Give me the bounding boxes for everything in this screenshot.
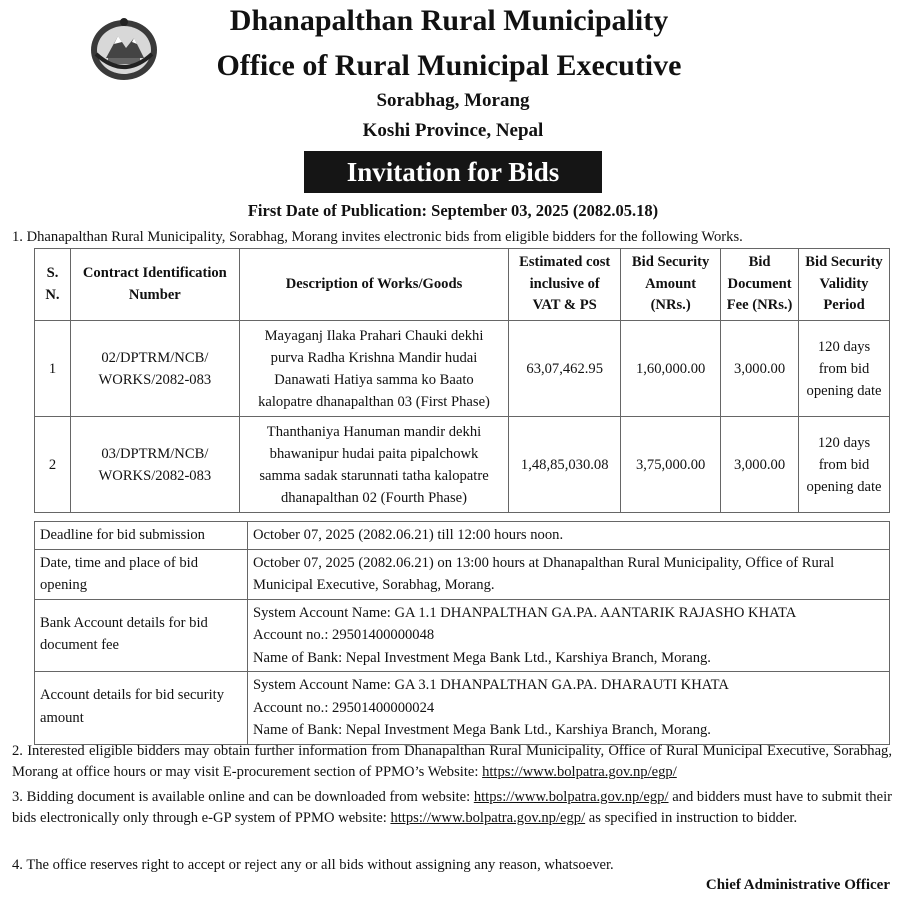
notice-title-banner: Invitation for Bids (304, 151, 602, 193)
detail-label: Bank Account details for bid document fee (35, 599, 248, 672)
detail-row-fee-account (35, 599, 890, 672)
paragraph-2: 2. Interested eligible bidders may obtain further information from Dhanapalthan Rural Municipality, Office of Rural Municipal Executive, Sorabhag, Morang at office hours or may visit E-procurement section of PPMO’s Website: https://www.bolpatra.gov.np/egp/ (12, 743, 892, 780)
detail-row-opening (35, 549, 890, 599)
cell-validity: 120 days from bid opening date (799, 417, 890, 513)
paragraph-3: 3. Bidding document is available online and can be downloaded from website: https://www.bolpatra.gov.np/egp/ and bidders must have to submit their bids electronically only through e-GP system of PPMO website: https://www.bolpatra.gov.np/egp/ as specified in instruction to bidder. (12, 789, 892, 826)
col-header-security: Bid Security Amount (NRs.) (621, 249, 721, 321)
col-header-sn: S. N. (35, 249, 71, 321)
cell-fee: 3,000.00 (721, 321, 799, 417)
cell-security: 1,60,000.00 (621, 321, 721, 417)
col-header-contract: Contract Identification Number (70, 249, 239, 321)
cell-contract: 02/DPTRM/NCB/ WORKS/2082-083 (70, 321, 239, 417)
office-name: Office of Rural Municipal Executive (216, 49, 682, 82)
bolpatra-link[interactable]: https://www.bolpatra.gov.np/egp/ (473, 789, 669, 805)
cell-fee: 3,000.00 (721, 417, 799, 513)
bolpatra-link[interactable]: https://www.bolpatra.gov.np/egp/ (482, 764, 677, 780)
works-table (34, 248, 890, 513)
detail-row-security-account (35, 672, 890, 745)
cell-contract: 03/DPTRM/NCB/ WORKS/2082-083 (70, 417, 239, 513)
col-header-description: Description of Works/Goods (239, 249, 508, 321)
publication-date: First Date of Publication: September 03, 2025 (2082.05.18) (247, 201, 659, 220)
address-line: Sorabhag, Morang (376, 90, 530, 111)
cell-cost: 63,07,462.95 (509, 321, 621, 417)
detail-row-deadline (35, 522, 890, 550)
detail-value: System Account Name: GA 1.1 DHANPALTHAN GA.PA. AANTARIK RAJASHO KHATA Account no.: 29501400000048 Name of Bank: Nepal Investment Mega Bank Ltd., Karshiya Branch, Morang. (248, 599, 890, 672)
cell-description: Mayaganj Ilaka Prahari Chauki dekhi purva Radha Krishna Mandir hudai Danawati Hatiya samma ko Baato kalopatre dhanapalthan 03 (First Phase) (239, 321, 508, 417)
cell-sn: 2 (35, 417, 71, 513)
cell-security: 3,75,000.00 (621, 417, 721, 513)
bid-details-table (34, 521, 890, 745)
detail-label: Deadline for bid submission (35, 522, 248, 550)
table-row (35, 321, 890, 417)
cell-description: Thanthaniya Hanuman mandir dekhi bhawanipur hudai paita pipalchowk samma sadak starunnati tatha kalopatre dhanapalthan 02 (Fourth Phase) (239, 417, 508, 513)
col-header-fee: Bid Document Fee (NRs.) (721, 249, 799, 321)
detail-label: Date, time and place of bid opening (35, 549, 248, 599)
province-line: Koshi Province, Nepal (362, 120, 544, 141)
table-row (35, 417, 890, 513)
col-header-cost: Estimated cost inclusive of VAT & PS (509, 249, 621, 321)
bolpatra-link[interactable]: https://www.bolpatra.gov.np/egp/ (390, 810, 586, 826)
cell-sn: 1 (35, 321, 71, 417)
col-header-validity: Bid Security Validity Period (799, 249, 890, 321)
table-header-row (35, 249, 890, 321)
paragraph-4: 4. The office reserves right to accept or reject any or all bids without assigning any reason, whatsoever. (12, 857, 614, 873)
signature-title: Chief Administrative Officer (705, 877, 890, 893)
intro-paragraph: 1. Dhanapalthan Rural Municipality, Sorabhag, Morang invites electronic bids from eligible bidders for the following Works. (12, 229, 743, 245)
detail-value: October 07, 2025 (2082.06.21) on 13:00 hours at Dhanapalthan Rural Municipality, Office of Rural Municipal Executive, Sorabhag, Morang. (248, 549, 890, 599)
cell-cost: 1,48,85,030.08 (509, 417, 621, 513)
cell-validity: 120 days from bid opening date (799, 321, 890, 417)
detail-label: Account details for bid security amount (35, 672, 248, 745)
municipality-name: Dhanapalthan Rural Municipality (229, 4, 669, 37)
detail-value: October 07, 2025 (2082.06.21) till 12:00 hours noon. (248, 522, 890, 550)
detail-value: System Account Name: GA 3.1 DHANPALTHAN GA.PA. DHARAUTI KHATA Account no.: 29501400000024 Name of Bank: Nepal Investment Mega Bank Ltd., Karshiya Branch, Morang. (248, 672, 890, 745)
